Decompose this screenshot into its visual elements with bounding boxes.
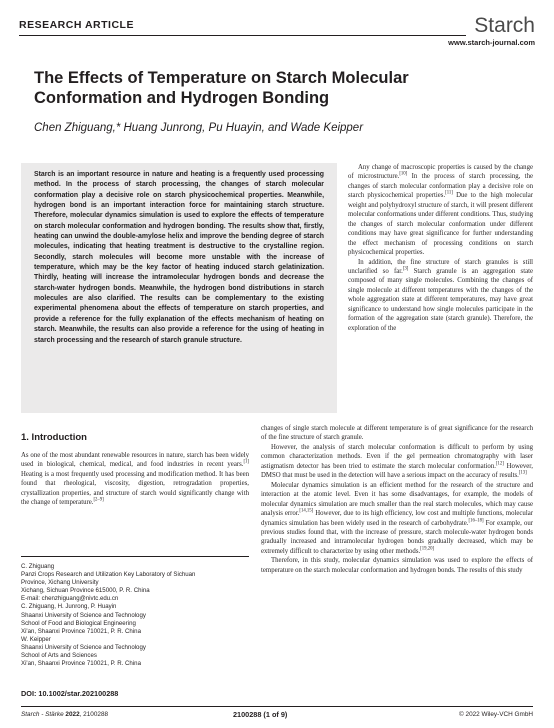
citation-ref[interactable]: [12]	[495, 461, 504, 467]
abstract-text: Starch is an important resource in nature and heating is a frequently used processing method. In the process of starch processing, the changes of starch molecular conformation play a decisive role on starch physicochemical properties. Meanwhile, hydrogen bond is an important interaction force for maintaining starch structure. Therefore, molecular dynamics simulation is used to explore the effects of temperature on starch molecular conformation and hydrogen bonding. The results show that, firstly, heating can unwind the double-amylose helix and improve the bending degree of starch molecules, indicating that heating treatment is destructive to the crystalline region. Secondly, starch molecules will become more unstable with the increase of temperature, which may be the key factor of heating induced starch gelatinization. Thirdly, heating will increase the intramolecular hydrogen bonds and decrease the starch-water hydrogen bonds. Meanwhile, the hydrogen bond distributions in starch molecules are also clarified. The results can be complementary to the existing experimental phenomena about the effects of temperature on starch properties, and provide a reference for the fully explanation of the effects mechanism of heating on starch. Meanwhile, the results can also provide a reference for the using of heating in starch processing and the research of starch granule structure.	[34, 171, 324, 344]
paragraph-text: Any change of macroscopic properties is caused by the change of microstructure.	[348, 164, 533, 181]
affiliation-line: C. Zhiguang	[21, 563, 55, 570]
affiliation-divider	[21, 556, 249, 557]
paragraph	[261, 424, 533, 443]
paragraph-text: However, due to its high efficiency, low cost and multiple functions, molecular dynamics simulation has been widely used in the research of carbohydrate.	[261, 510, 533, 527]
journal-abbrev: Starch - Stärke	[21, 711, 64, 718]
right-column-bottom	[261, 424, 533, 575]
paragraph-text: In the process of starch processing, the changes of starch molecular conformation play a decisive role on starch physicochemical properties.	[348, 173, 533, 200]
paragraph-text: Therefore, in this study, molecular dynamics simulation was used to explore the effects of temperature on the starch molecular conformation and hydrogen bonds. The results of this study	[261, 557, 533, 574]
header-divider	[19, 35, 466, 36]
affiliations-block	[21, 563, 251, 668]
intro-paragraph	[21, 451, 249, 508]
author-email[interactable]: E-mail: chenzhiguang@nivtc.edu.cn	[21, 595, 119, 603]
paragraph-text: However, DMSO that must be used in the detection will have a serious impact on the accuracy of results.	[261, 462, 533, 480]
article-type-label: RESEARCH ARTICLE	[19, 19, 134, 31]
citation-ref[interactable]: [11]	[445, 191, 453, 197]
affiliation-line: Shaanxi University of Science and Technology	[21, 643, 146, 651]
paragraph-text: In addition, the fine structure of starch granules is still unclarified so far.	[348, 258, 533, 275]
citation-ref[interactable]: [10]	[399, 172, 408, 178]
journal-logo: Starch	[474, 14, 535, 37]
paragraph-text: changes of single starch molecule at different temperature is of great significance for the research of the fine structure of starch granule.	[261, 425, 533, 442]
paragraph-text: However, the analysis of starch molecular conformation is difficult to perform by using common characterization methods. Even if the gel permeation chromatography with laser astigmatism detector has been tried to estimate the starch molecular conformation.	[261, 443, 533, 470]
paragraph-text: Starch granule is an aggregation state composed of many single molecules. Combining the changes of single molecule at different temperatures with the changes of the whole aggregation state at different temperatures, may have great significance to understand how single molecules participate in the formation of the aggregation state (starch granule). Therefore, the exploration of the	[348, 267, 534, 332]
paragraph-text: As one of the most abundant renewable resources in nature, starch has been widely used in biological, chemical, medical, and food industries in recent years.	[21, 452, 249, 469]
right-column-top	[348, 163, 533, 333]
citation-ref[interactable]: [1]	[243, 460, 249, 466]
citation-ref[interactable]: [2–9]	[93, 498, 104, 503]
footer-year: 2022	[65, 711, 80, 718]
copyright-notice: © 2022 Wiley-VCH GmbH	[459, 711, 533, 718]
affiliation-line: W. Keipper	[21, 635, 51, 643]
citation-ref[interactable]: [14,15]	[299, 508, 314, 514]
affiliation-line: Shaanxi University of Science and Technology	[21, 611, 146, 619]
paragraph	[261, 556, 533, 575]
page-number: 2100288 (1 of 9)	[233, 710, 288, 719]
affiliation-line: Xichang, Sichuan Province 615000, P. R. China	[21, 587, 150, 595]
footer-citation	[21, 711, 108, 718]
affiliation-line: Xi'an, Shaanxi Province 710021, P. R. China	[21, 660, 141, 668]
paragraph-text: Heating is a most frequently used processing and modification method. It has been found that rheological, viscosity, digestion, retrogradation properties, crystallization properties, and structure of starch would significantly change with the change of temperature.	[21, 470, 249, 507]
paragraph	[348, 258, 533, 334]
doi-link[interactable]: DOI: 10.1002/star.202100288	[21, 689, 119, 698]
citation-ref[interactable]: [13]	[518, 471, 527, 476]
paragraph	[261, 481, 533, 557]
author-list: Chen Zhiguang,* Huang Junrong, Pu Huayin, and Wade Keipper	[34, 122, 364, 134]
article-number: , 2100288	[79, 711, 109, 718]
affiliation-line: Panzi Crops Research and Utilization Key Laboratory of Sichuan	[21, 571, 196, 579]
affiliation-line: Xi'an, Shaanxi Province 710021, P. R. China	[21, 627, 141, 635]
paragraph	[261, 443, 533, 481]
paper-title: The Effects of Temperature on Starch Molecular Conformation and Hydrogen Bonding	[34, 69, 409, 107]
journal-url-link[interactable]: www.starch-journal.com	[448, 38, 535, 47]
affiliation-line: C. Zhiguang, H. Junrong, P. Huayin	[21, 603, 117, 611]
citation-ref[interactable]: [3]	[402, 266, 409, 272]
paragraph-text: Molecular dynamics simulation is an efficient method for the research of the structure and interaction at the atomic level. Even it has some disadvantages, for example, the models of molecular dynamics simulation are much smaller than the real starch molecules, which may cause analysis error.	[261, 481, 533, 518]
citation-ref[interactable]: [19,20]	[420, 546, 435, 552]
affiliation-line: School of Arts and Sciences	[21, 652, 97, 660]
section-heading: 1. Introduction	[21, 432, 87, 443]
citation-ref[interactable]: [16–18]	[468, 518, 484, 524]
paragraph-text: Due to the high molecular weight and polyhydroxyl structure of starch, it will present different molecular conformations under different conditions. Thus, studying the changes of starch molecular conformation under different conditions may have great significance for further understanding the effect mechanism of processing conditions on starch physicochemical properties.	[348, 192, 533, 257]
paragraph	[348, 163, 533, 258]
paragraph-text: For example, our previous studies found that, with the increase of pressure, starch molecule-water hydrogen bonds gradually increased and intramolecular hydrogen bonds gradually decreased, which may be extremely difficult to characterize by using other methods.	[261, 519, 533, 555]
footer-divider	[21, 706, 533, 707]
affiliation-line: Province, Xichang University	[21, 579, 99, 587]
affiliation-line: School of Food and Biological Engineering	[21, 619, 136, 627]
